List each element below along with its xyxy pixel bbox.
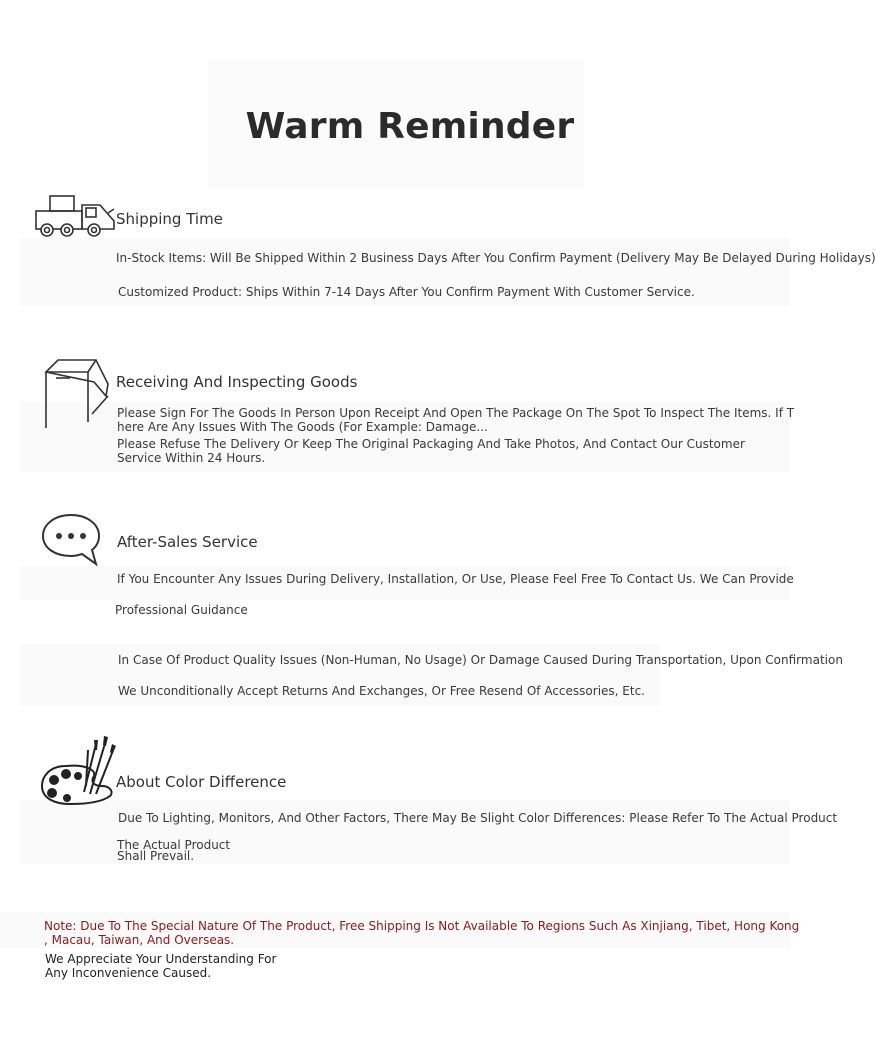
section-heading-after-sales: After-Sales Service	[117, 533, 258, 551]
after-sales-line-1: If You Encounter Any Issues During Delivery, Installation, Or Use, Please Feel Free To Contact Us. We Can Provide	[117, 572, 794, 586]
after-sales-line-2: Professional Guidance	[115, 603, 248, 617]
box-icon	[40, 356, 116, 430]
receiving-line-1: Please Sign For The Goods In Person Upon Receipt And Open The Package On The Spot To Inspect The Items. If T	[117, 406, 795, 420]
truck-icon	[34, 193, 120, 239]
page-title: Warm Reminder	[245, 106, 575, 147]
section-heading-shipping: Shipping Time	[116, 210, 223, 228]
palette-icon	[40, 736, 116, 806]
note-line-3: We Appreciate Your Understanding For	[45, 952, 277, 966]
note-line-4: Any Inconvenience Caused.	[45, 966, 212, 980]
section-heading-color: About Color Difference	[116, 773, 287, 791]
after-sales-line-4: We Unconditionally Accept Returns And Exchanges, Or Free Resend Of Accessories, Etc.	[118, 684, 645, 698]
receiving-line-2: here Are Any Issues With The Goods (For Example: Damage...	[117, 420, 488, 434]
color-line-3: Shall Prevail.	[117, 849, 195, 863]
color-line-2: The Actual Product	[117, 838, 231, 852]
receiving-line-4: Service Within 24 Hours.	[117, 451, 266, 465]
shipping-line-1: In-Stock Items: Will Be Shipped Within 2 Business Days After You Confirm Payment (Delivery May Be Delayed During Holidays)	[116, 251, 876, 265]
shipping-line-2: Customized Product: Ships Within 7-14 Days After You Confirm Payment With Customer Service.	[118, 285, 695, 299]
chat-bubble-icon	[40, 512, 102, 568]
color-line-1: Due To Lighting, Monitors, And Other Factors, There May Be Slight Color Differences: Please Refer To The Actual Product	[118, 811, 838, 825]
note-line-2: , Macau, Taiwan, And Overseas.	[44, 933, 235, 947]
receiving-line-3: Please Refuse The Delivery Or Keep The Original Packaging And Take Photos, And Contact Our Customer	[117, 437, 745, 451]
after-sales-line-3: In Case Of Product Quality Issues (Non-Human, No Usage) Or Damage Caused During Transportation, Upon Confirmation	[118, 653, 843, 667]
note-line-1: Note: Due To The Special Nature Of The Product, Free Shipping Is Not Available To Regions Such As Xinjiang, Tibet, Hong Kong	[44, 919, 800, 933]
section-heading-receiving: Receiving And Inspecting Goods	[116, 373, 358, 391]
